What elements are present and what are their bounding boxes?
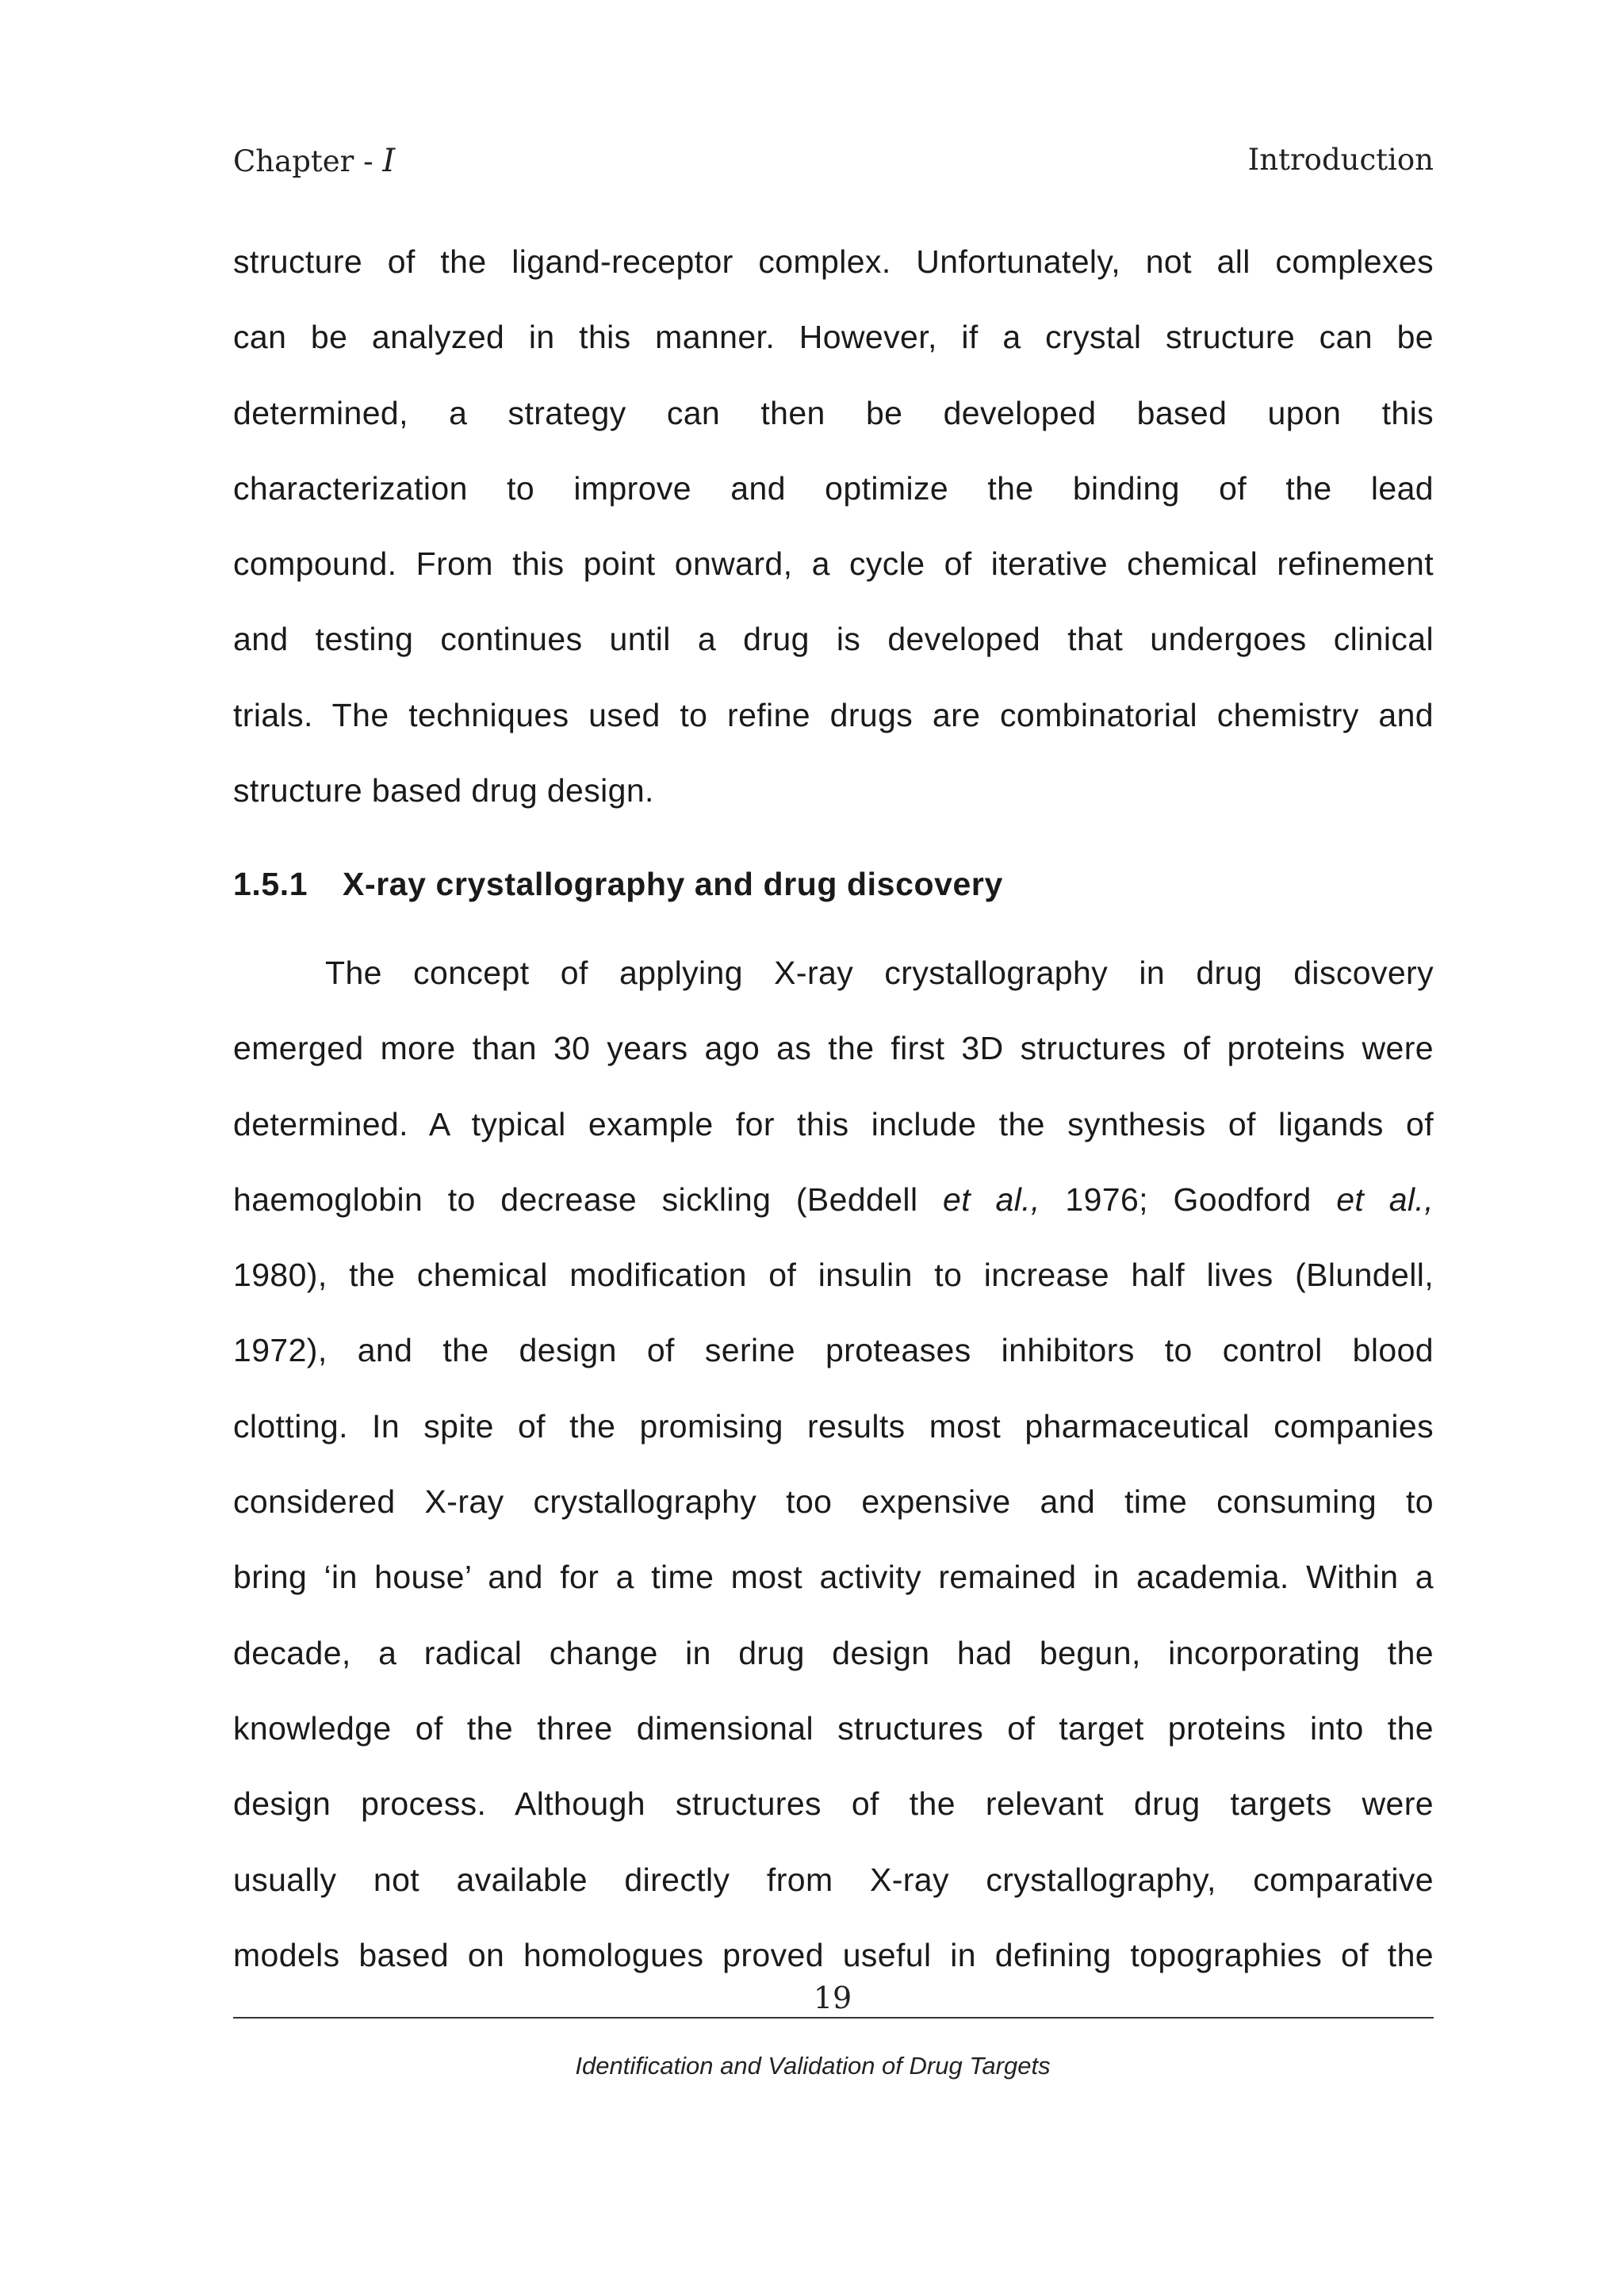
text-line: clotting. In spite of the promising results most pharmaceutical companies xyxy=(233,1407,1434,1445)
paragraph-2 xyxy=(233,936,1434,1993)
page-header xyxy=(233,143,1434,182)
text-line: decade, a radical change in drug design had begun, incorporating the xyxy=(233,1634,1434,1671)
text-line-with-citation xyxy=(233,1162,1434,1238)
text-line: can be analyzed in this manner. However, if a crystal structure can be xyxy=(233,319,1434,356)
chapter-number: I xyxy=(382,143,396,179)
chapter-label-text: Chapter - xyxy=(233,144,383,178)
text-line: emerged more than 30 years ago as the first 3D structures of proteins were xyxy=(233,1030,1434,1067)
section-running-title: Introduction xyxy=(1247,143,1434,177)
text-line: structure based drug design. xyxy=(233,772,654,809)
italic-citation: et al., xyxy=(1336,1181,1434,1218)
text-line: considered X-ray crystallography too expensive and time consuming to xyxy=(233,1483,1434,1521)
section-number: 1.5.1 xyxy=(233,866,308,902)
text-line: 1980), the chemical modification of insulin to increase half lives (Blundell, xyxy=(233,1257,1434,1294)
text-line: compound. From this point onward, a cycle of iterative chemical refinement xyxy=(233,545,1434,583)
paragraph-1 xyxy=(233,224,1434,828)
footer-title: Identification and Validation of Drug Targets xyxy=(575,2052,1051,2080)
text-line: characterization to improve and optimize the binding of the lead xyxy=(233,469,1434,507)
italic-citation: et al., xyxy=(943,1181,1040,1218)
text-run: haemoglobin to decrease sickling (Beddell xyxy=(233,1181,943,1218)
text-line: determined, a strategy can then be developed based upon this xyxy=(233,394,1434,431)
footer-divider xyxy=(233,2017,1434,2019)
text-line: determined. A typical example for this include the synthesis of ligands of xyxy=(233,1105,1434,1142)
text-line: design process. Although structures of the relevant drug targets were xyxy=(233,1785,1434,1823)
text-line: and testing continues until a drug is developed that undergoes clinical xyxy=(233,621,1434,658)
text-line: bring ‘in house’ and for a time most activity remained in academia. Within a xyxy=(233,1559,1434,1596)
text-line: 1972), and the design of serine proteases inhibitors to control blood xyxy=(233,1332,1434,1369)
page-number: 19 xyxy=(813,1980,852,2015)
section-heading xyxy=(233,866,1003,903)
text-line: usually not available directly from X-ray crystallography, comparative xyxy=(233,1861,1434,1898)
text-line: The concept of applying X-ray crystallography in drug discovery xyxy=(325,955,1434,991)
text-line: structure of the ligand-receptor complex. Unfortunately, not all complexes xyxy=(233,243,1434,280)
text-line: trials. The techniques used to refine drugs are combinatorial chemistry and xyxy=(233,696,1434,733)
chapter-label xyxy=(233,143,395,179)
text-line: models based on homologues proved useful in defining topographies of the xyxy=(233,1936,1434,1973)
section-title: X-ray crystallography and drug discovery xyxy=(343,866,1003,902)
text-run: 1976; Goodford xyxy=(1040,1181,1337,1218)
text-line: knowledge of the three dimensional structures of target proteins into the xyxy=(233,1709,1434,1747)
